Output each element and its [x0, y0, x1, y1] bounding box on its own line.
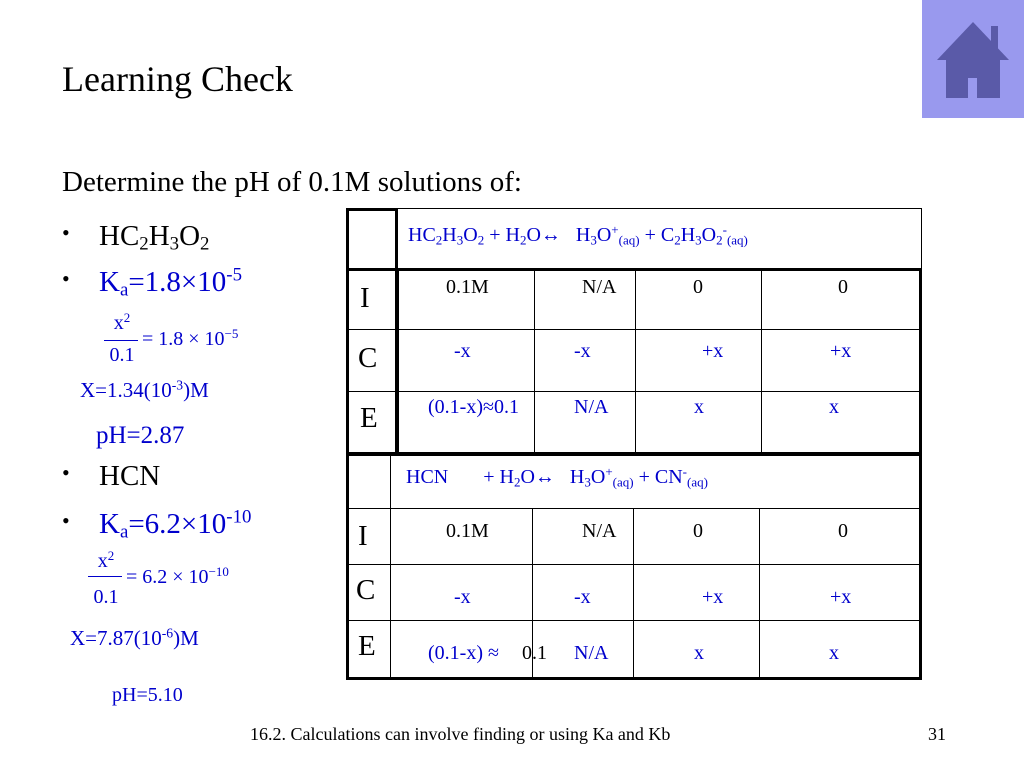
table2-cell: 0 [838, 520, 848, 542]
table1-cell: 0.1M [446, 276, 489, 298]
bullet-marker: • [62, 460, 70, 485]
table1-cell: (0.1-x)≈0.1 [428, 396, 519, 418]
acid2-ka: $K_a=6.2\times 10^{-10}$ [99, 506, 252, 543]
table1-cell: -x [574, 340, 591, 362]
table1-cell: +x [702, 340, 724, 362]
table2-row-label-e: E [358, 630, 376, 662]
table2-cell: x [694, 642, 704, 664]
acid1-formula: $HC_2H_3O_2$ [99, 220, 210, 255]
table1-cell: N/A [574, 396, 609, 418]
table2-cell: 0 [693, 520, 703, 542]
bullet-marker: • [62, 220, 70, 245]
bullet-marker: • [62, 508, 70, 533]
home-button[interactable] [922, 0, 1024, 118]
table2-row-label-c: C [356, 574, 376, 606]
acid1-equation: $x^2$ 0.1 = $1.8 \times 10^{-5}$ [104, 312, 294, 372]
table1-row-label-i: I [360, 282, 370, 314]
acid2-equation: $x^2$ 0.1 = $6.2 \times 10^{-10}$ [88, 550, 288, 610]
bullet-marker: • [62, 266, 70, 291]
table2-cell: 0.1M [446, 520, 489, 542]
acid1-ph: pH=2.87 [96, 422, 185, 449]
table1-row-label-e: E [360, 402, 378, 434]
table1-row-label-c: C [358, 342, 378, 374]
acid2-formula: HCN [99, 460, 161, 492]
home-icon [922, 0, 1024, 118]
page-number: 31 [928, 724, 946, 744]
table2-cell: x [829, 642, 839, 664]
table2-cell: +x [830, 586, 852, 608]
table2-cell: -x [454, 586, 471, 608]
acid1-x-result: $X=1.34(10^{-3})M$ [80, 377, 209, 402]
ice-table-1 [346, 208, 922, 456]
table1-cell: -x [454, 340, 471, 362]
footer-text: 16.2. Calculations can involve finding or using Ka and Kb [250, 724, 671, 744]
intro-text: Determine the pH of 0.1M solutions of: [62, 166, 522, 198]
table2-cell: 0.1 [522, 642, 547, 664]
table1-cell: +x [830, 340, 852, 362]
table2-cell: N/A [582, 520, 617, 542]
table2-cell: +x [702, 586, 724, 608]
acid1-ka: $K_a=1.8\times 10^{-5}$ [99, 264, 242, 301]
table2-cell: -x [574, 586, 591, 608]
table1-cell: N/A [582, 276, 617, 298]
table2-row-label-i: I [358, 520, 368, 552]
table2-cell: (0.1-x) ≈ [428, 642, 499, 664]
ice-table-2 [346, 452, 922, 680]
table1-cell: 0 [838, 276, 848, 298]
slide-title: Learning Check [62, 59, 293, 99]
acid2-ph: pH=5.10 [112, 684, 183, 706]
table2-cell: N/A [574, 642, 609, 664]
table1-cell: x [829, 396, 839, 418]
table1-cell: 0 [693, 276, 703, 298]
table1-equation: $HC_2H_3O_2$ + $H_2O\leftrightarrow$ $H_3O^+_{(aq)} + C_2H_3O_2^-_{(aq)}$ [408, 221, 748, 248]
table1-cell: x [694, 396, 704, 418]
acid2-x-result: $X=7.87(10^{-6})M$ [70, 625, 199, 650]
table2-equation: HCN + $H_2O\leftrightarrow$ $H_3O^+_{(aq)} + CN^-_{(aq)}$ [406, 463, 708, 490]
